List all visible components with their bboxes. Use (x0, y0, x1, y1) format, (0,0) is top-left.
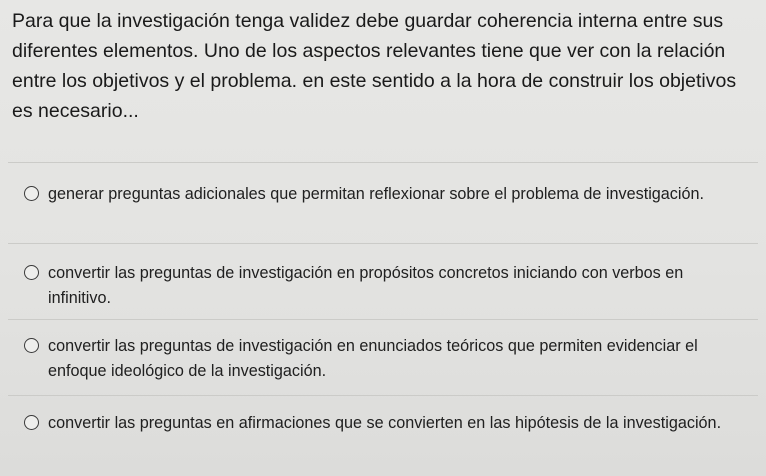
question-text: Para que la investigación tenga validez debe guardar coherencia interna entre sus diferentes elementos. Uno de los aspectos relevantes tiene que ver con la relación entre los objetivos y el problema. en este sentido a la hora de construir los objetivos es necesario... (12, 10, 737, 122)
answer-option-label: convertir las preguntas de investigación en enunciados teóricos que permiten evidenciar el enfoque ideológico de la investigación. (48, 337, 698, 380)
radio-button[interactable] (24, 186, 39, 201)
answer-option-label: generar preguntas adicionales que permitan reflexionar sobre el problema de investigación. (48, 185, 704, 203)
radio-button[interactable] (24, 265, 39, 280)
divider (8, 395, 758, 396)
radio-button[interactable] (24, 338, 39, 353)
answer-option-label: convertir las preguntas en afirmaciones que se convierten en las hipótesis de la investigación. (48, 414, 722, 432)
divider (8, 319, 758, 320)
divider (8, 162, 758, 163)
answer-option-label: convertir las preguntas de investigación en propósitos concretos iniciando con verbos en infinitivo. (48, 264, 684, 307)
radio-button[interactable] (24, 415, 39, 430)
divider (8, 243, 758, 244)
